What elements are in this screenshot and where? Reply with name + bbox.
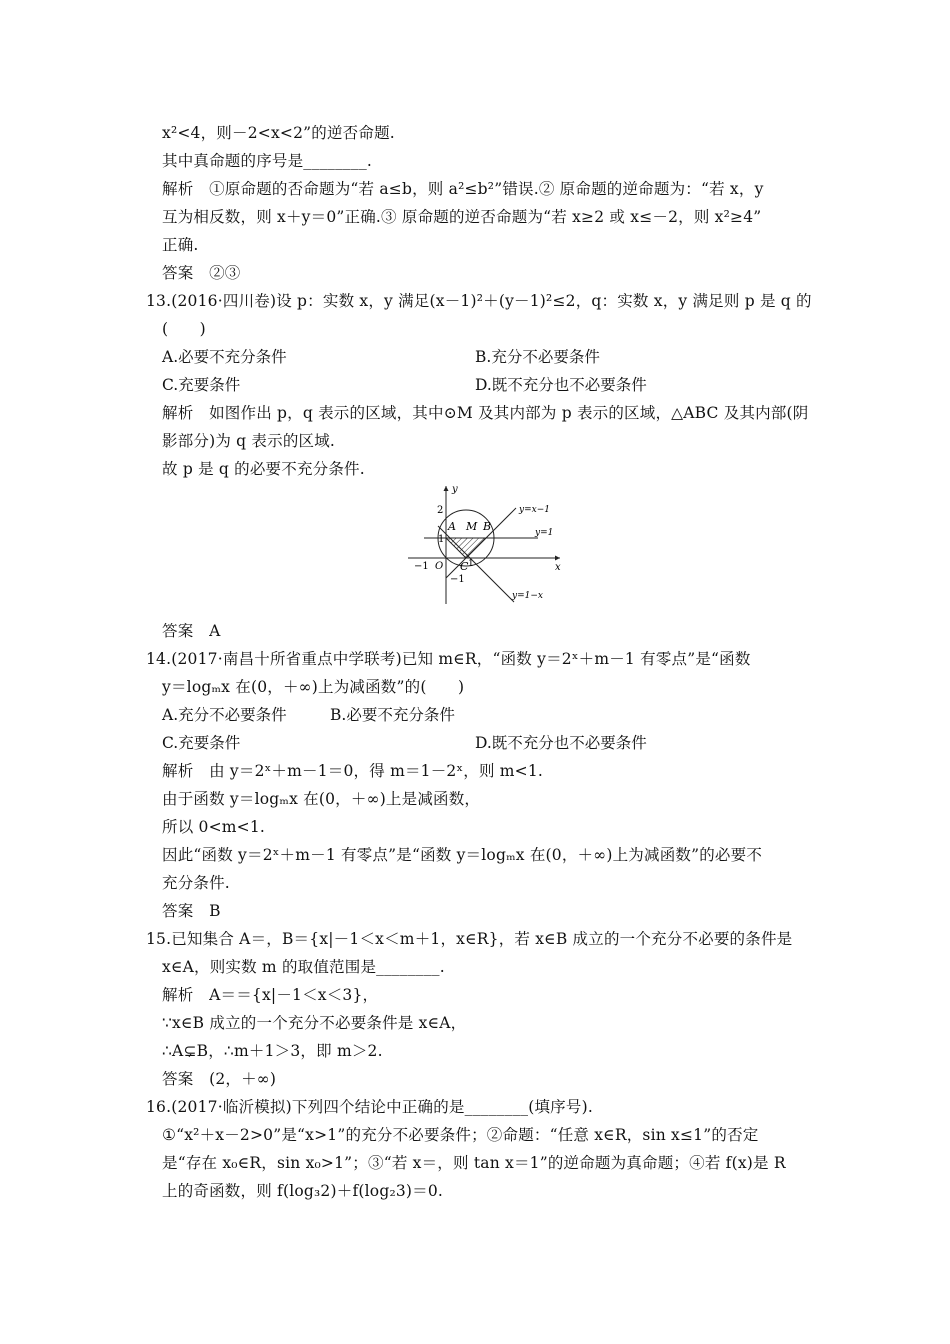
- text-line: x²<4，则－2<x<2”的逆否命题.: [162, 124, 395, 142]
- text-line: 影部分)为 q 表示的区域.: [162, 432, 336, 450]
- text-line: 故 p 是 q 的必要不充分条件.: [162, 460, 365, 478]
- text-line: 所以 0<m<1.: [162, 818, 266, 836]
- text-line: ∵x∈B 成立的一个充分不必要条件是 x∈A，: [162, 1014, 467, 1032]
- tick-label: 1: [468, 559, 474, 569]
- option-c: C.充要条件: [162, 376, 241, 394]
- y-axis-label: y: [452, 484, 458, 495]
- question-13: 13.(2016·四川卷)设 p：实数 x，y 满足(x－1)²＋(y－1)²≤2，q：实数 x，y 满足则 p 是 q 的: [146, 292, 812, 310]
- text-line: x∈A，则实数 m 的取值范围是________.: [162, 958, 445, 976]
- text-line: 解析 如图作出 p，q 表示的区域，其中⊙M 及其内部为 p 表示的区域，△ABC 及其内部(阴: [162, 404, 809, 422]
- point-label-m: M: [466, 520, 478, 533]
- answer-line: 答案 ②③: [162, 264, 241, 282]
- line-label: y=1−x: [512, 591, 543, 601]
- point-label-b: B: [483, 520, 492, 533]
- line-label: y=1: [535, 528, 554, 538]
- question-16: 16.(2017·临沂模拟)下列四个结论中正确的是________(填序号).: [146, 1098, 593, 1116]
- option-d: D.既不充分也不必要条件: [475, 376, 647, 394]
- text-line: 解析 A＝＝{x|－1＜x＜3}，: [162, 986, 379, 1004]
- y-axis-arrow: [444, 486, 449, 491]
- question-15: 15.已知集合 A＝，B＝{x|－1＜x＜m＋1，x∈R}，若 x∈B 成立的一个充分不必要的条件是: [146, 930, 793, 948]
- option-c: C.充要条件: [162, 734, 241, 752]
- origin-label: O: [435, 561, 444, 572]
- text-line: 正确.: [162, 236, 199, 254]
- point-label-c: C: [460, 560, 469, 573]
- text-line: 由于函数 y＝logₘx 在(0，＋∞)上是减函数，: [162, 790, 481, 808]
- answer-line: 答案 A: [162, 622, 221, 640]
- answer-line: 答案 B: [162, 902, 221, 920]
- line-label: y=x−1: [519, 505, 550, 515]
- x-axis-label: x: [555, 562, 561, 573]
- region-diagram-svg: [408, 484, 568, 606]
- text-line: ①“x²＋x－2>0”是“x>1”的充分不必要条件；②命题：“任意 x∈R，sin x≤1”的否定: [162, 1126, 759, 1144]
- text-line: 充分条件.: [162, 874, 230, 892]
- answer-line: 答案 (2，＋∞): [162, 1070, 277, 1088]
- text-line: ∴A⊊B，∴m＋1＞3，即 m＞2.: [162, 1042, 383, 1060]
- option-d: D.既不充分也不必要条件: [475, 734, 647, 752]
- text-line: 互为相反数，则 x＋y＝0”正确.③ 原命题的逆否命题为“若 x≥2 或 x≤－2，则 x²≥4”: [162, 208, 762, 226]
- text-line: 因此“函数 y＝2ˣ＋m－1 有零点”是“函数 y＝logₘx 在(0，＋∞)上为减函数”的必要不: [162, 846, 763, 864]
- option-a: A.充分不必要条件: [162, 706, 287, 724]
- point-label-a: A: [448, 520, 456, 533]
- tick-label: −1: [450, 574, 465, 585]
- triangle-abc: [446, 538, 486, 558]
- text-line: 其中真命题的序号是________.: [162, 152, 373, 170]
- question-14: 14.(2017·南昌十所省重点中学联考)已知 m∈R，“函数 y＝2ˣ＋m－1 有零点”是“函数: [146, 650, 751, 668]
- option-a: A.必要不充分条件: [162, 348, 287, 366]
- text-line: 是“存在 x₀∈R，sin x₀>1”；③“若 x＝，则 tan x＝1”的逆命题为真命题；④若 f(x)是 R: [162, 1154, 786, 1172]
- option-b: B.充分不必要条件: [475, 348, 600, 366]
- text-line: ( ): [162, 320, 206, 338]
- option-b: B.必要不充分条件: [330, 706, 455, 724]
- region-diagram: [408, 484, 568, 606]
- tick-label: 2: [437, 505, 444, 516]
- line-y-eq-1-minus-x: [438, 526, 514, 602]
- tick-label: −1: [414, 561, 429, 572]
- x-axis-arrow: [555, 556, 560, 561]
- text-line: 解析 由 y＝2ˣ＋m－1＝0，得 m＝1－2ˣ，则 m<1.: [162, 762, 544, 780]
- text-line: 上的奇函数，则 f(log₃2)＋f(log₂3)＝0.: [162, 1182, 444, 1200]
- text-line: 解析 ①原命题的否命题为“若 a≤b，则 a²≤b²”错误.② 原命题的逆命题为：“若 x，y: [162, 180, 764, 198]
- text-line: y＝logₘx 在(0，＋∞)上为减函数”的( ): [162, 678, 465, 696]
- tick-label: 1: [438, 534, 445, 545]
